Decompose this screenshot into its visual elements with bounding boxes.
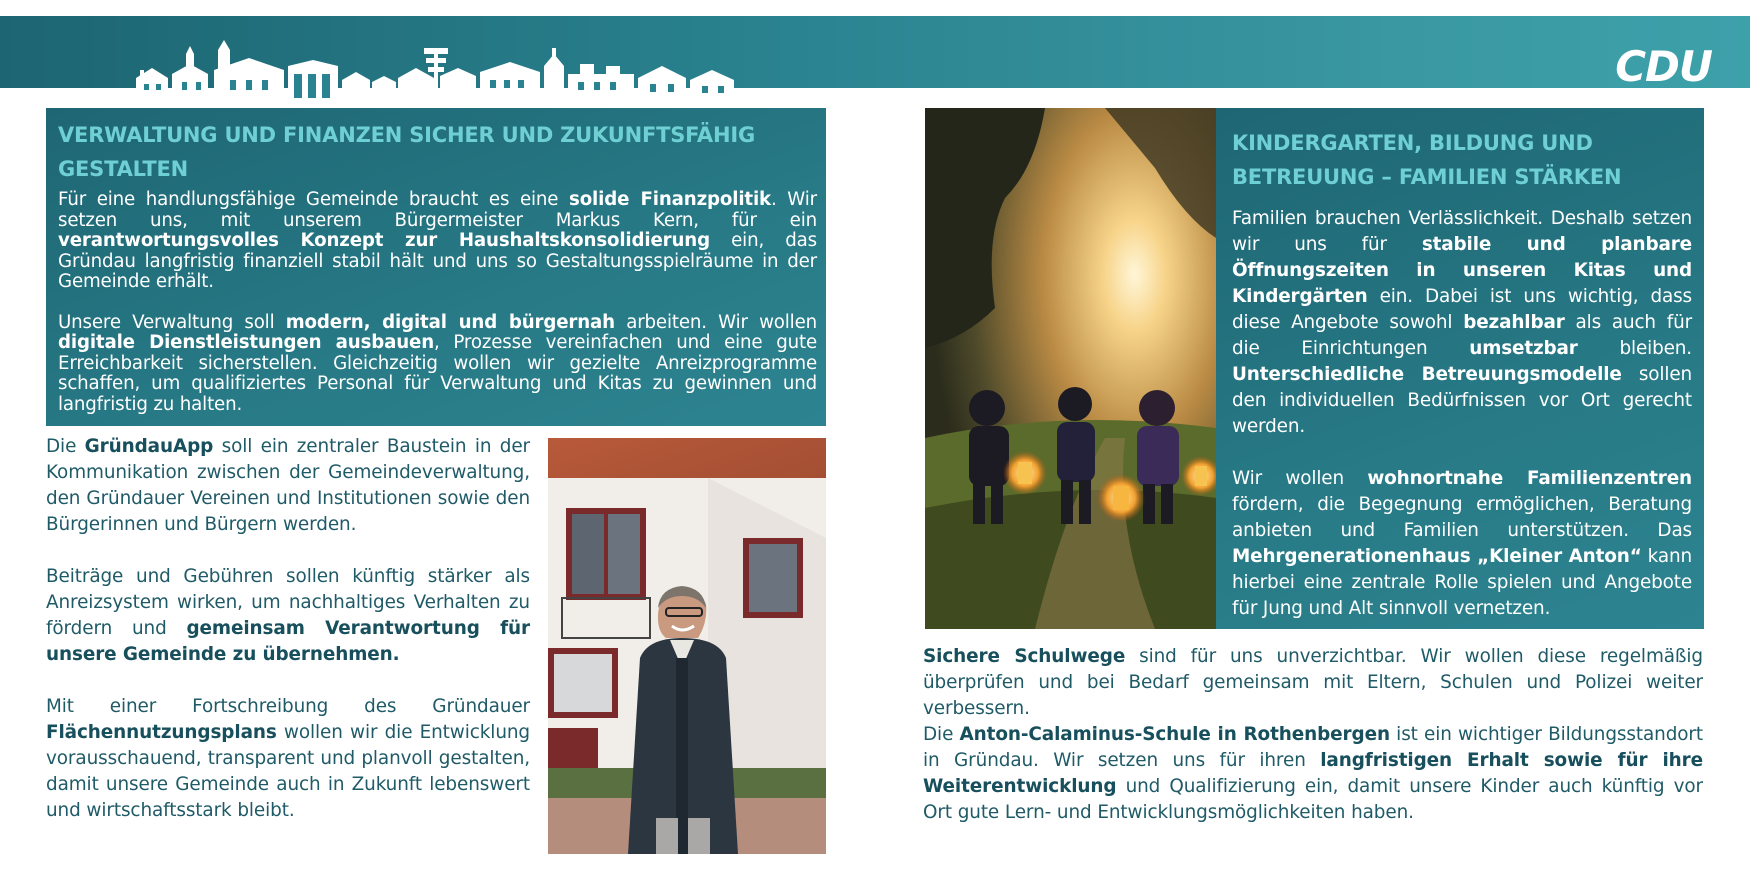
- text-span: soll ein zentraler Baustein in der Kommunikation zwischen der Gemeindeverwaltung, den Gründauer Vereinen und Institutionen sowie den Bürgerinnen und Bürgern werden.: [46, 436, 531, 535]
- land-use-paragraph: [46, 694, 530, 824]
- family-paragraph-1: [1232, 206, 1692, 440]
- text-span: . Wir setzen uns, mit unserem Bürgermeister Markus Kern, für ein: [58, 189, 817, 231]
- bold-span: Unterschiedliche Betreuungsmodelle: [1232, 364, 1622, 385]
- text-span: ein, das Gründau langfristig finanziell stabil hält und uns so Gestaltungsspielräume in der Gemeinde erhält.: [58, 230, 817, 292]
- text-span: Die: [923, 724, 960, 745]
- finance-section-title: VERWALTUNG UND FINANZEN SICHER UND ZUKUNFTSFÄHIG GESTALTEN: [58, 123, 755, 181]
- text-span: kann hierbei eine zentrale Rolle spielen und Angebote für Jung und Alt sinnvoll vernetzen.: [1232, 546, 1692, 619]
- bold-span: solide Finanzpolitik: [569, 189, 771, 210]
- bold-span: langfristigen Erhalt sowie für ihre Weiterentwicklung: [923, 750, 1703, 797]
- text-span: sollen den individuellen Bedürfnissen vor Ort gerecht werden.: [1232, 364, 1692, 437]
- finance-paragraph-2: [58, 313, 817, 416]
- cdu-logo: CDU: [1615, 42, 1712, 91]
- text-span: Für eine handlungsfähige Gemeinde braucht es eine: [58, 189, 570, 210]
- text-span: und Qualifizierung ein, damit unsere Kinder auch künftig vor Ort gute Lern- und Entwicklungsmöglichkeiten haben.: [923, 776, 1703, 823]
- left-text-column: [46, 434, 530, 824]
- bold-span: Flächennutzungsplans: [46, 722, 277, 743]
- right-text-column: [923, 644, 1703, 826]
- text-span: ist ein wichtiger Bildungsstandort in Gründau. Wir setzen uns für ihren: [923, 724, 1703, 771]
- bold-span: gemeinsam Verantwortung für unsere Gemeinde zu übernehmen.: [46, 618, 530, 665]
- text-span: fördern, die Begegnung ermöglichen, Beratung anbieten und Familien unterstützen. Das: [1232, 494, 1692, 541]
- fees-paragraph: [46, 564, 530, 668]
- bold-span: umsetzbar: [1469, 338, 1578, 359]
- bold-span: verantwortungsvolles Konzept zur Haushaltskonsolidierung: [58, 230, 710, 251]
- text-span: Mit einer Fortschreibung des Gründauer: [46, 696, 530, 717]
- children-lanterns-image: [925, 108, 1216, 629]
- text-span: wollen wir die Entwicklung vorausschauend, transparent und planvoll gestalten, damit unsere Gemeinde auch in Zukunft lebenswert und wirtschaftsstark bleibt.: [46, 722, 530, 821]
- text-span: Beiträge und Gebühren sollen künftig stärker als Anreizsystem wirken, um nachhaltiges Verhalten zu fördern und: [46, 566, 530, 639]
- finance-paragraph-1: [58, 190, 817, 293]
- text-span: bleiben.: [1577, 338, 1692, 359]
- bold-span: GründauApp: [84, 436, 214, 457]
- family-paragraph-2: [1232, 466, 1692, 622]
- bold-span: Sichere Schulwege: [923, 646, 1126, 667]
- text-span: als auch für die Einrichtungen: [1232, 312, 1692, 359]
- bold-span: modern, digital und bürgernah: [285, 311, 615, 333]
- text-span: Familien brauchen Verlässlichkeit. Deshalb setzen wir uns für: [1232, 208, 1692, 255]
- family-section-title: KINDERGARTEN, BILDUNG UND BETREUUNG – FAMILIEN STÄRKEN: [1232, 131, 1622, 189]
- school-routes-paragraph: [923, 644, 1703, 722]
- bold-span: Mehrgenerationenhaus „Kleiner Anton“: [1232, 546, 1642, 567]
- gruendauapp-paragraph: [46, 434, 530, 538]
- text-span: Wir wollen: [1232, 468, 1368, 489]
- bold-span: wohnortnahe Familienzentren: [1367, 468, 1692, 489]
- bold-span: Anton-Calaminus-Schule in Rothenbergen: [959, 724, 1390, 745]
- text-span: ein. Dabei ist uns wichtig, dass diese Angebote sowohl: [1232, 286, 1692, 333]
- text-span: Die: [46, 436, 85, 457]
- village-skyline-icon: [134, 40, 740, 104]
- school-paragraph: [923, 722, 1703, 826]
- bold-span: digitale Dienstleistungen ausbauen: [58, 332, 435, 353]
- bold-span: bezahlbar: [1463, 312, 1565, 333]
- mayor-portrait-image: [548, 438, 826, 854]
- text-span: , Prozesse vereinfachen und eine gute Erreichbarkeit sicherstellen. Gleichzeitig wollen wir gezielte Anreizprogramme schaffen, um qualifiziertes Personal für Verwaltung und Kitas zu gewinnen und langfristig zu halten.: [58, 332, 817, 415]
- text-span: Unsere Verwaltung soll: [58, 311, 286, 333]
- header-bar: [0, 16, 1750, 91]
- family-section-box: [1216, 108, 1704, 629]
- text-span: sind für uns unverzichtbar. Wir wollen diese regelmäßig überprüfen und bei Bedarf gemeinsam mit Eltern, Schulen und Polizei weiter verbessern.: [923, 646, 1703, 719]
- bold-span: stabile und planbare Öffnungszeiten in unseren Kitas und Kindergärten: [1232, 234, 1692, 307]
- text-span: arbeiten. Wir wollen: [614, 311, 817, 333]
- finance-section-box: [46, 108, 826, 426]
